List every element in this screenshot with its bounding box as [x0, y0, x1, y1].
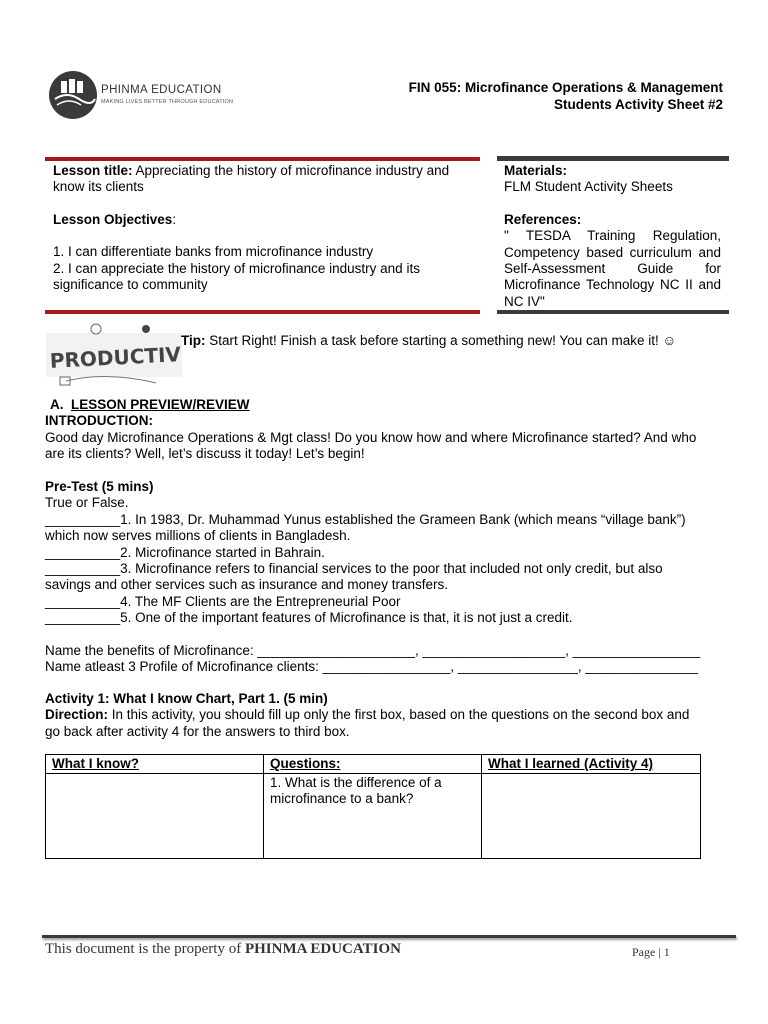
introduction-label: INTRODUCTION: [45, 413, 153, 428]
left-bottom-bar [45, 310, 480, 314]
section-a-letter: A. [50, 397, 64, 412]
pretest-item-2: __________2. Microfinance started in Bahrain. [45, 544, 325, 560]
references-line5: NC IV" [504, 293, 545, 309]
lesson-title-label: Lesson title: [53, 163, 133, 178]
pretest-item-1-cont: which now serves millions of clients in Bangladesh. [45, 528, 351, 544]
objective-1: 1. I can differentiate banks from microfinance industry [53, 244, 374, 260]
references-line1: " TESDA Training Regulation, [504, 228, 721, 244]
direction-line1: In this activity, you should fill up only the first box, based on the questions on the second box and [108, 707, 690, 723]
course-line: FIN 055: Microfinance Operations & Management [408, 80, 723, 95]
objective-2-line2: significance to community [53, 277, 208, 293]
direction-label: Direction: [45, 707, 109, 723]
direction-line2: go back after activity 4 for the answers to third box. [45, 723, 350, 739]
page-number: Page | 1 [632, 945, 670, 959]
productivity-illustration [46, 321, 182, 389]
references-label: References: [504, 211, 582, 227]
chart-header-row [46, 755, 701, 774]
profiles-question: Name atleast 3 Profile of Microfinance clients: _________________, ________________, _______________ [45, 659, 699, 675]
materials-references [504, 163, 721, 310]
references-line2: Competency based curriculum and [504, 244, 721, 260]
lesson-title-line1: Appreciating the history of microfinance industry and [132, 163, 450, 178]
materials-label: Materials: [504, 163, 568, 178]
footer-bar [42, 935, 736, 938]
right-top-bar [497, 156, 729, 161]
what-i-learned-cell[interactable] [482, 774, 701, 859]
logo-tagline: MAKING LIVES BETTER THROUGH EDUCATION [101, 99, 234, 105]
right-bottom-bar [497, 310, 729, 314]
tip-label: Tip: [181, 333, 206, 348]
question-cell: 1. What is the difference of a microfinance to a bank? [264, 774, 482, 859]
left-top-bar [45, 157, 480, 161]
introduction-line2: are its clients? Well, let’s discuss it today! Let’s begin! [45, 446, 365, 462]
activity-1-direction [45, 707, 715, 723]
references-line3: Self-Assessment Guide for [504, 261, 721, 277]
what-i-know-chart [45, 754, 701, 859]
pretest-item-3-cont: savings and other services such as insurance and money transfers. [45, 577, 448, 593]
productivity-doodle-icon [46, 321, 182, 389]
lesson-info [53, 163, 478, 293]
section-a-title: LESSON PREVIEW/REVIEW [71, 397, 250, 412]
col-questions: Questions: [264, 755, 482, 774]
pretest-instruction: True or False. [45, 495, 129, 511]
pretest [45, 479, 686, 627]
tip-text: Start Right! Finish a task before starting a something new! You can make it! ☺ [205, 333, 677, 348]
phinma-logo-icon [47, 69, 99, 121]
col-what-i-know: What I know? [46, 755, 264, 774]
productivity-word: PRODUCTIVITY [49, 340, 182, 373]
sheet-line: Students Activity Sheet #2 [553, 97, 723, 112]
footer-prefix: This document is the property of [45, 941, 245, 957]
logo-name: PHINMA EDUCATION [101, 84, 222, 96]
objective-2-line1: 2. I can appreciate the history of microfinance industry and its [53, 260, 420, 276]
pretest-item-3: __________3. Microfinance refers to financial services to the poor that included not only credit, but also [45, 561, 663, 577]
footer-property [45, 941, 401, 958]
pretest-item-4: __________4. The MF Clients are the Entrepreneurial Poor [45, 593, 401, 609]
footer-org: PHINMA EDUCATION [244, 941, 401, 957]
what-i-know-cell[interactable] [46, 774, 264, 859]
materials-value: FLM Student Activity Sheets [504, 179, 673, 195]
references-line4: Microfinance Technology NC II and [504, 277, 721, 293]
introduction-line1: Good day Microfinance Operations & Mgt class! Do you know how and where Microfinance started? And who [45, 430, 697, 445]
lesson-title-line2: know its clients [53, 179, 144, 195]
lesson-title [53, 163, 478, 179]
objectives-colon: : [172, 211, 177, 227]
introduction-text [45, 430, 696, 463]
col-what-i-learned: What I learned (Activity 4) [482, 755, 701, 774]
objectives-label: Lesson Objectives [53, 211, 173, 227]
activity-1-heading: Activity 1: What I know Chart, Part 1. (5 min) [45, 691, 328, 706]
pretest-heading: Pre-Test (5 mins) [45, 479, 154, 494]
section-a-heading [50, 397, 250, 413]
pretest-item-1: __________1. In 1983, Dr. Muhammad Yunus established the Grameen Bank (which means “village bank”) [45, 511, 686, 527]
document-title [409, 79, 723, 113]
activity-1 [45, 691, 715, 740]
fill-in-questions [45, 643, 700, 676]
chart-row [46, 774, 701, 859]
tip-line [181, 333, 676, 349]
benefits-question: Name the benefits of Microfinance: _____________________, ___________________, _________________ [45, 643, 701, 658]
pretest-item-5: __________5. One of the important features of Microfinance is that, it is not just a credit. [45, 610, 573, 626]
objectives-heading [53, 212, 478, 228]
